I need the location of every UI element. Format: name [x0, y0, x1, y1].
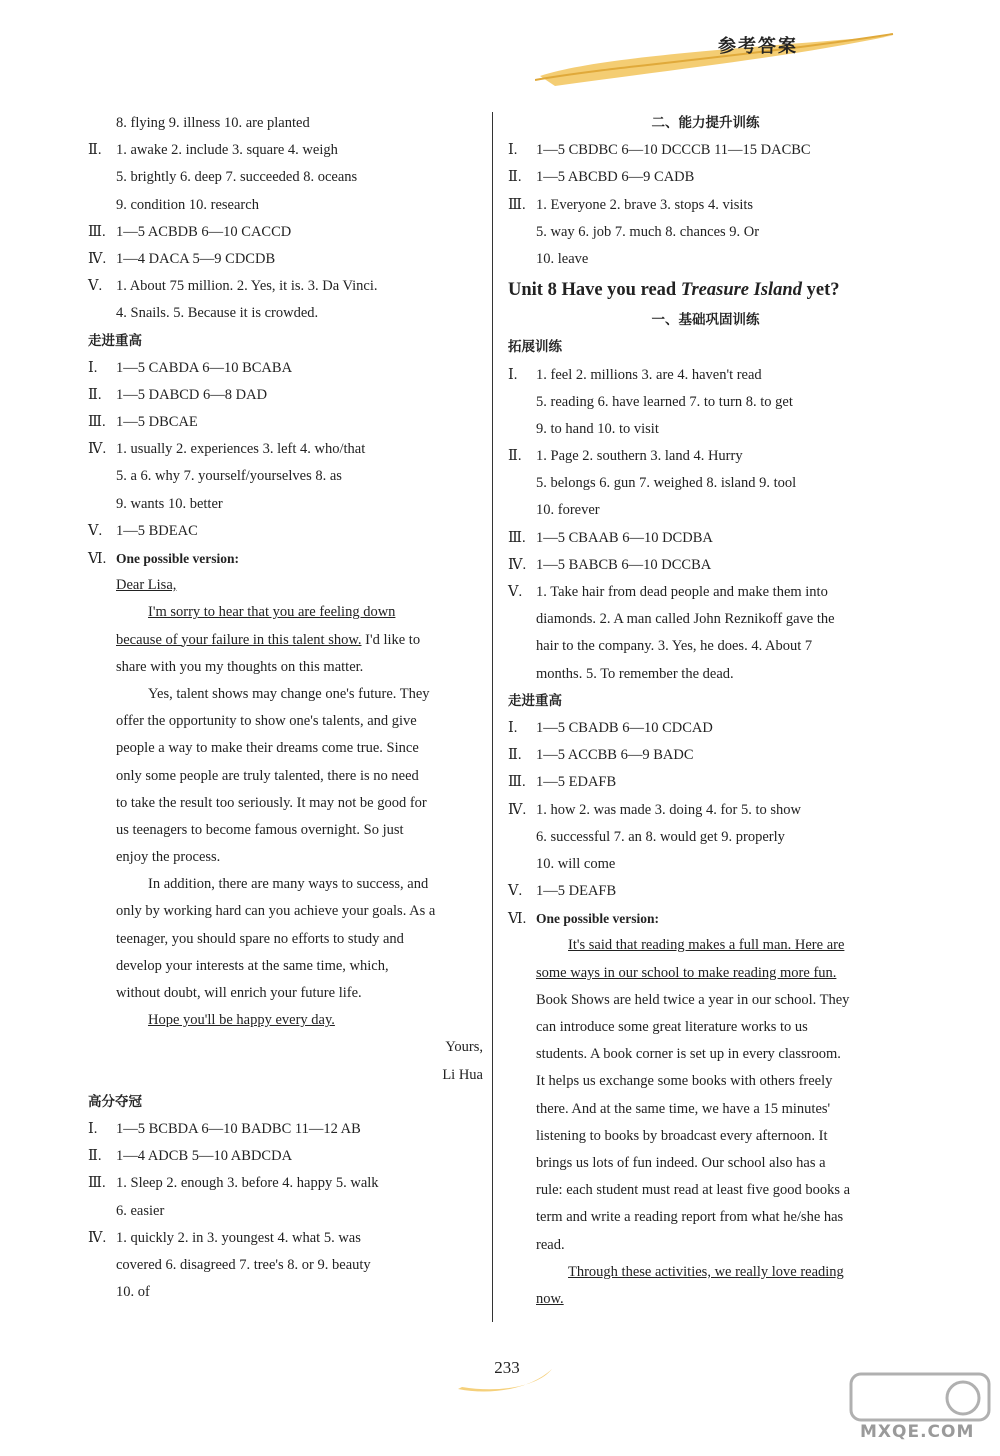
answer-line: 1—4 ADCB 5—10 ABDCDA — [116, 1148, 293, 1165]
unit-title-end: yet? — [801, 280, 840, 301]
section-numeral: Ⅰ. — [508, 142, 518, 159]
answer-line: 9. wants 10. better — [116, 495, 223, 512]
section-heading: 高分夺冠 — [88, 1093, 142, 1110]
left-column — [88, 110, 483, 1306]
version-label: One possible version: — [536, 911, 660, 927]
section-numeral: Ⅱ. — [508, 169, 522, 186]
letter-text: I'd like to — [361, 631, 421, 648]
answer-line: 5. brightly 6. deep 7. succeeded 8. oceans — [116, 169, 358, 186]
section-numeral: Ⅲ. — [88, 223, 106, 240]
letter-text: only some people are truly talented, there is no need — [116, 767, 419, 784]
answer-line: 1—5 BDEAC — [116, 522, 198, 539]
answer-line: 1. how 2. was made 3. doing 4. for 5. to show — [536, 801, 802, 818]
answer-line: 6. easier — [116, 1202, 165, 1219]
section-numeral: Ⅰ. — [508, 719, 518, 736]
letter-text: offer the opportunity to show one's talents, and give — [116, 713, 417, 730]
answer-line: 1—5 DBCAE — [116, 414, 198, 431]
letter-greeting: Dear Lisa, — [116, 577, 177, 594]
letter-text: develop your interests at the same time, which, — [116, 957, 389, 974]
letter-text: teenager, you should spare no efforts to study and — [116, 930, 404, 947]
answer-line: 10. leave — [536, 250, 589, 267]
answer-line: 1—5 DABCD 6—8 DAD — [116, 386, 268, 403]
version-label: One possible version: — [116, 551, 240, 566]
letter-text: without doubt, will enrich your future life. — [116, 985, 362, 1001]
essay-text: some ways in our school to make reading more fun. — [536, 964, 837, 981]
answer-line: 10. of — [116, 1284, 150, 1301]
section-numeral: Ⅴ. — [88, 522, 103, 539]
section-heading: 二、能力提升训练 — [651, 115, 760, 131]
section-numeral: Ⅴ. — [508, 883, 523, 900]
answer-line: 10. forever — [536, 502, 600, 519]
right-column — [508, 110, 903, 1313]
answer-line: 1. feel 2. millions 3. are 4. haven't read — [536, 366, 762, 383]
letter-text: Yes, talent shows may change one's future. They — [148, 685, 430, 702]
section-numeral: Ⅲ. — [508, 196, 526, 213]
section-numeral: Ⅲ. — [88, 1175, 106, 1192]
section-numeral: Ⅰ. — [88, 359, 98, 376]
answer-line: 1—5 ACCBB 6—9 BADC — [536, 747, 694, 764]
answer-line: 1—5 CBDBC 6—10 DCCCB 11—15 DACBC — [536, 142, 811, 159]
answer-line: 10. will come — [536, 855, 616, 872]
unit-title-book: Treasure Island — [680, 280, 802, 301]
unit-title — [508, 273, 903, 307]
answer-line: 4. Snails. 5. Because it is crowded. — [116, 305, 319, 322]
section-numeral: Ⅳ. — [88, 1229, 107, 1246]
section-numeral: Ⅱ. — [88, 1148, 102, 1165]
answer-line: 1. usually 2. experiences 3. left 4. who/that — [116, 441, 366, 458]
letter-text: because of your failure in this talent show. — [116, 631, 362, 648]
essay-text: now. — [536, 1290, 564, 1307]
section-numeral: Ⅵ. — [508, 911, 527, 928]
section-numeral: Ⅲ. — [508, 529, 526, 546]
answer-line: 5. a 6. why 7. yourself/yourselves 8. as — [116, 468, 342, 485]
answer-line: 1—5 BABCB 6—10 DCCBA — [536, 556, 712, 573]
answer-line: 5. way 6. job 7. much 8. chances 9. Or — [536, 223, 760, 240]
essay-text: brings us lots of fun indeed. Our school also has a — [536, 1154, 826, 1171]
letter-text: to take the result too seriously. It may not be good for — [116, 794, 427, 811]
header-title: 参考答案 — [718, 36, 798, 57]
letter-text: Hope you'll be happy every day. — [148, 1012, 335, 1029]
answer-line: 8. flying 9. illness 10. are planted — [116, 115, 310, 131]
answer-line: 9. to hand 10. to visit — [536, 420, 659, 437]
answer-line: 6. successful 7. an 8. would get 9. properly — [536, 828, 785, 845]
essay-text: read. — [536, 1236, 565, 1253]
section-heading: 走进重高 — [88, 332, 142, 349]
answer-line: 1. quickly 2. in 3. youngest 4. what 5. was — [116, 1229, 361, 1246]
answer-line: 1—5 CBADB 6—10 CDCAD — [536, 719, 713, 736]
answer-line: 1—5 CBAAB 6—10 DCDBA — [536, 529, 713, 546]
letter-text: people a way to make their dreams come true. Since — [116, 740, 419, 757]
answer-line: diamonds. 2. A man called John Reznikoff gave the — [536, 611, 835, 628]
essay-text: rule: each student must read at least five good books a — [536, 1182, 851, 1199]
answer-line: 1—5 CABDA 6—10 BCABA — [116, 359, 293, 376]
answer-line: 1. Sleep 2. enough 3. before 4. happy 5. walk — [116, 1175, 379, 1192]
section-numeral: Ⅱ. — [508, 448, 522, 465]
essay-text: Through these activities, we really love reading — [568, 1263, 844, 1280]
answer-line: 9. condition 10. research — [116, 196, 259, 213]
section-heading: 一、基础巩固训练 — [651, 312, 760, 329]
column-divider — [492, 112, 493, 1322]
letter-text: enjoy the process. — [116, 849, 221, 866]
letter-closing: Yours, — [445, 1039, 483, 1056]
letter-signature: Li Hua — [442, 1066, 483, 1083]
section-numeral: Ⅳ. — [88, 441, 107, 458]
letter-text: In addition, there are many ways to success, and — [148, 876, 429, 893]
answer-line: 5. reading 6. have learned 7. to turn 8. to get — [536, 393, 793, 410]
answer-line: 1. About 75 million. 2. Yes, it is. 3. Da Vinci. — [116, 278, 378, 295]
answer-line: 1. Everyone 2. brave 3. stops 4. visits — [536, 196, 754, 213]
answer-line: 1—5 ACBDB 6—10 CACCD — [116, 223, 292, 240]
answer-line: 5. belongs 6. gun 7. weighed 8. island 9. tool — [536, 475, 797, 492]
section-heading: 走进重高 — [508, 692, 562, 709]
essay-text: there. And at the same time, we have a 15 minutes' — [536, 1100, 831, 1117]
answer-line: 1—5 DEAFB — [536, 883, 617, 900]
section-numeral: Ⅵ. — [88, 551, 107, 567]
answer-line: 1—5 ABCBD 6—9 CADB — [536, 169, 695, 186]
essay-text: can introduce some great literature works to us — [536, 1019, 808, 1035]
unit-title-text: Unit 8 Have you read — [508, 280, 681, 301]
section-numeral: Ⅲ. — [508, 774, 526, 791]
letter-text: share with you my thoughts on this matter. — [116, 658, 364, 675]
header-banner — [535, 28, 895, 88]
essay-text: term and write a reading report from what he/she has — [536, 1209, 844, 1226]
section-numeral: Ⅴ. — [88, 278, 103, 295]
essay-text: It helps us exchange some books with others freely — [536, 1073, 833, 1090]
section-numeral: Ⅰ. — [88, 1120, 98, 1137]
letter-text: us teenagers to become famous overnight. So just — [116, 821, 404, 838]
answer-line: 1—5 BCBDA 6—10 BADBC 11—12 AB — [116, 1120, 361, 1137]
section-numeral: Ⅲ. — [88, 414, 106, 431]
section-numeral: Ⅳ. — [508, 556, 527, 573]
answer-line: 1—4 DACA 5—9 CDCDB — [116, 250, 276, 267]
answer-line: hair to the company. 3. Yes, he does. 4. About 7 — [536, 638, 813, 655]
section-numeral: Ⅴ. — [508, 584, 523, 600]
answer-line: 1. awake 2. include 3. square 4. weigh — [116, 142, 338, 159]
section-numeral: Ⅰ. — [508, 366, 518, 383]
page-number: 233 — [494, 1358, 520, 1377]
answer-line: covered 6. disagreed 7. tree's 8. or 9. beauty — [116, 1256, 371, 1273]
answer-line: 1—5 EDAFB — [536, 774, 617, 791]
essay-text: Book Shows are held twice a year in our school. They — [536, 991, 850, 1008]
section-numeral: Ⅱ. — [88, 386, 102, 403]
answer-line: months. 5. To remember the dead. — [536, 665, 734, 682]
section-numeral: Ⅳ. — [88, 250, 107, 267]
essay-text: students. A book corner is set up in every classroom. — [536, 1046, 841, 1063]
section-numeral: Ⅳ. — [508, 801, 527, 818]
watermark-text: MXQE.COM — [860, 1422, 975, 1442]
answer-line: 1. Page 2. southern 3. land 4. Hurry — [536, 448, 743, 465]
essay-text: It's said that reading makes a full man. Here are — [568, 937, 845, 954]
essay-text: listening to books by broadcast every afternoon. It — [536, 1127, 828, 1144]
answer-line: 1. Take hair from dead people and make them into — [536, 584, 828, 600]
section-numeral: Ⅱ. — [508, 747, 522, 764]
section-heading: 拓展训练 — [508, 339, 562, 356]
letter-text: I'm sorry to hear that you are feeling down — [148, 604, 396, 621]
letter-text: only by working hard can you achieve your goals. As a — [116, 903, 436, 920]
section-numeral: Ⅱ. — [88, 142, 102, 159]
